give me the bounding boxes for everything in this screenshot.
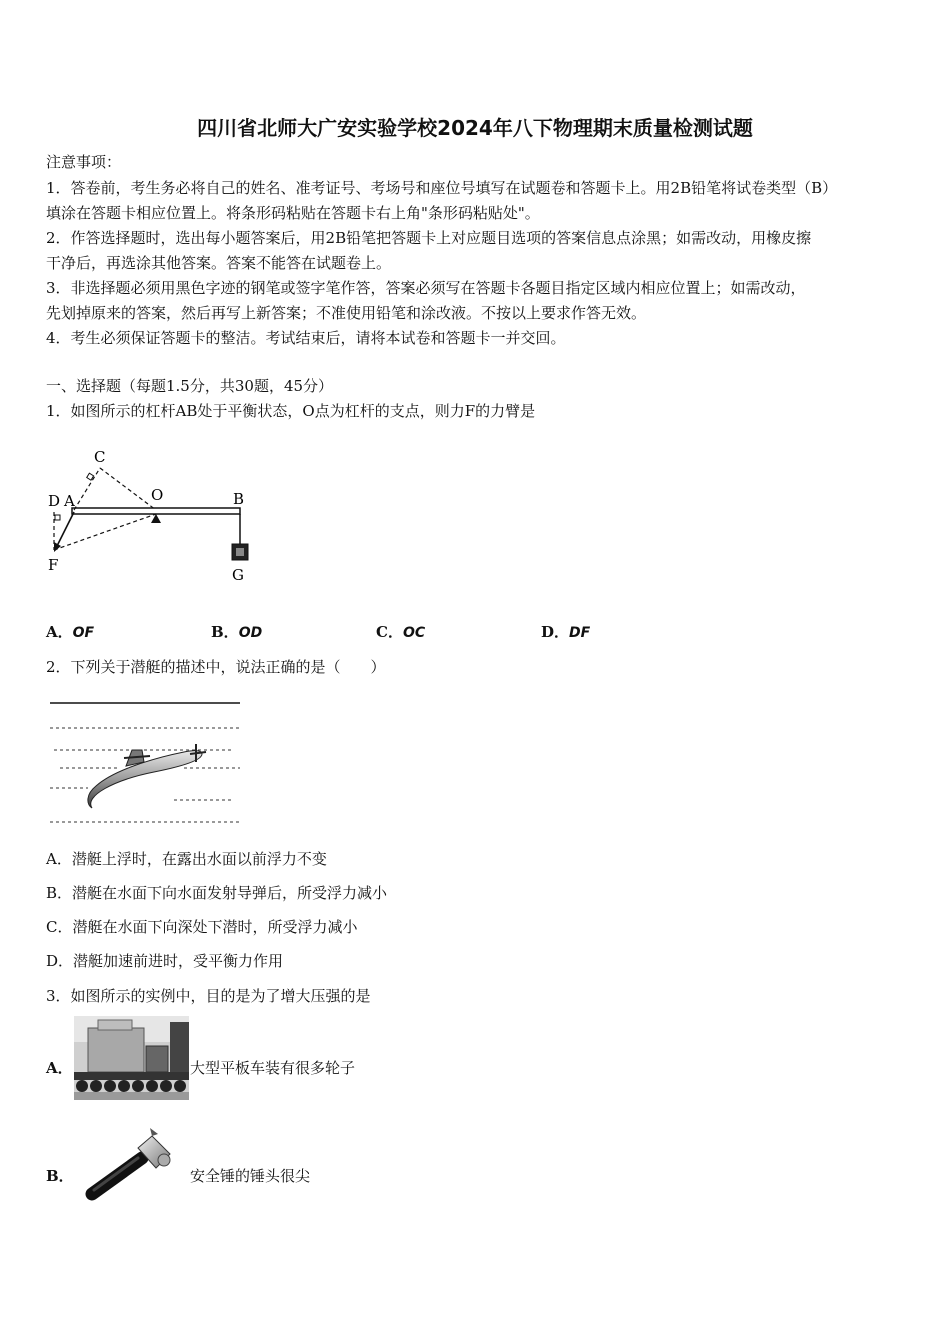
safety-hammer-image bbox=[80, 1128, 180, 1208]
label-c: C bbox=[94, 448, 106, 466]
flatbed-truck-image bbox=[74, 1016, 189, 1100]
label-f: F bbox=[48, 556, 59, 574]
q3-option-a-text[interactable]: 大型平板车装有很多轮子 bbox=[190, 1059, 356, 1077]
question-3-text: 3．如图所示的实例中，目的是为了增大压强的是 bbox=[46, 987, 371, 1005]
question-1-text: 1．如图所示的杠杆AB处于平衡状态，O点为杠杆的支点，则力F的力臂是 bbox=[46, 402, 536, 420]
notice-line: 1．答卷前，考生务必将自己的姓名、准考证号、考场号和座位号填写在试题卷和答题卡上。用2B铅笔将试卷类型（B） bbox=[46, 179, 838, 197]
label-a: A bbox=[64, 492, 75, 510]
q2-option-b[interactable]: B．潜艇在水面下向水面发射导弹后，所受浮力减小 bbox=[46, 884, 388, 902]
submarine-hull bbox=[88, 751, 202, 808]
q3-option-b-text[interactable]: 安全锤的锤头很尖 bbox=[190, 1167, 311, 1185]
q3-option-a-label[interactable]: A． bbox=[46, 1059, 73, 1077]
page-title: 四川省北师大广安实验学校2024年八下物理期末质量检测试题 bbox=[197, 116, 753, 140]
pivot-icon bbox=[151, 514, 161, 523]
question-2-text: 2．下列关于潜艇的描述中，说法正确的是（ ） bbox=[46, 658, 386, 676]
lever-bar bbox=[72, 508, 240, 514]
label-g: G bbox=[232, 566, 244, 584]
label-o: O bbox=[151, 486, 164, 504]
q2-option-d[interactable]: D．潜艇加速前进时，受平衡力作用 bbox=[46, 952, 284, 970]
notice-line: 先划掉原来的答案，然后再写上新答案；不准使用铅笔和涂改液。不按以上要求作答无效。 bbox=[46, 304, 647, 322]
q1-option-d[interactable]: D．DF bbox=[541, 623, 591, 641]
lever-diagram bbox=[40, 440, 270, 590]
hammer-handle bbox=[92, 1158, 142, 1194]
notice-line: 干净后，再选涂其他答案。答案不能答在试题卷上。 bbox=[46, 254, 392, 272]
label-d: D bbox=[48, 492, 61, 510]
q3-option-b-label[interactable]: B． bbox=[46, 1167, 74, 1185]
q1-option-c[interactable]: C．OC bbox=[376, 623, 426, 641]
label-b: B bbox=[233, 490, 245, 508]
q1-option-a[interactable]: A．OF bbox=[46, 623, 95, 641]
q1-option-b[interactable]: B．OD bbox=[211, 623, 263, 641]
notice-line: 4．考生必须保证答题卡的整洁。考试结束后，请将本试卷和答题卡一并交回。 bbox=[46, 329, 566, 347]
notice-line: 3．非选择题必须用黑色字迹的钢笔或签字笔作答，答案必须写在答题卡各题目指定区域内相应位置上；如需改动， bbox=[46, 279, 806, 297]
notice-line: 填涂在答题卡相应位置上。将条形码粘贴在答题卡右上角"条形码粘贴处"。 bbox=[46, 204, 540, 222]
notice-line: 2．作答选择题时，选出每小题答案后，用2B铅笔把答题卡上对应题目选项的答案信息点涂黑；如需改动，用橡皮擦 bbox=[46, 229, 812, 247]
q2-option-a[interactable]: A．潜艇上浮时，在露出水面以前浮力不变 bbox=[46, 850, 327, 868]
notice-heading: 注意事项： bbox=[46, 153, 122, 171]
force-arrow bbox=[56, 512, 74, 548]
q2-option-c[interactable]: C．潜艇在水面下向深处下潜时，所受浮力减小 bbox=[46, 918, 358, 936]
submarine-figure bbox=[44, 690, 249, 830]
section-heading: 一、选择题（每题1.5分，共30题，45分） bbox=[46, 377, 334, 395]
